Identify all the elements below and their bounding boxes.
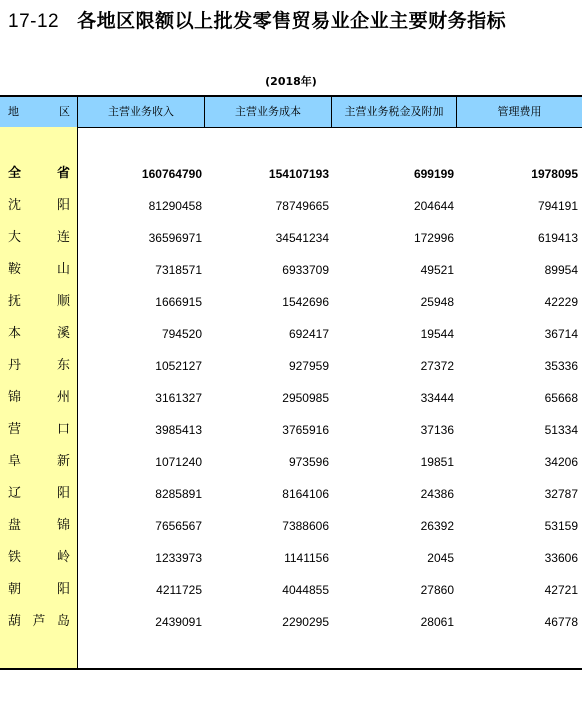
- header-divider: [456, 97, 457, 127]
- cell-revenue: 2439091: [155, 615, 202, 629]
- table-row: [0, 350, 582, 382]
- table-row: [0, 542, 582, 574]
- cell-cost: 973596: [288, 455, 329, 469]
- table-row: [0, 606, 582, 638]
- cell-mgmt: 619413: [537, 231, 578, 245]
- table-row: [0, 510, 582, 542]
- cell-cost: 78749665: [275, 199, 329, 213]
- cell-tax: 172996: [413, 231, 454, 245]
- header-cost: 主营业务成本: [235, 105, 301, 118]
- region-char: 锦: [8, 390, 22, 405]
- cell-tax: 19544: [420, 327, 454, 341]
- cell-revenue: 3985413: [155, 423, 202, 437]
- table-row: [0, 190, 582, 222]
- cell-tax: 24386: [420, 487, 454, 501]
- region-name: [8, 606, 70, 638]
- cell-cost: 927959: [288, 359, 329, 373]
- region-char: 阜: [8, 454, 22, 469]
- header-bottom-rule: [0, 127, 582, 128]
- cell-revenue: 1052127: [155, 359, 202, 373]
- cell-cost: 34541234: [275, 231, 329, 245]
- region-char: 沈: [8, 198, 22, 213]
- region-name: [8, 350, 70, 382]
- table-number: 17-12: [8, 11, 60, 32]
- cell-tax: 26392: [420, 519, 454, 533]
- table-row-total: [0, 158, 582, 190]
- cell-tax: 25948: [420, 295, 454, 309]
- cell-mgmt: 33606: [544, 551, 578, 565]
- region-char: 本: [8, 326, 22, 341]
- cell-tax: 204644: [413, 199, 454, 213]
- cell-revenue: 36596971: [148, 231, 202, 245]
- region-char: 连: [56, 230, 70, 245]
- table-row: [0, 318, 582, 350]
- cell-mgmt: 65668: [544, 391, 578, 405]
- region-char: 辽: [8, 486, 22, 501]
- cell-tax: 19851: [420, 455, 454, 469]
- cell-tax: 37136: [420, 423, 454, 437]
- region-char: 铁: [8, 550, 22, 565]
- region-char: 岛: [56, 614, 70, 629]
- region-char: 全: [8, 166, 22, 181]
- table-title: 各地区限额以上批发零售贸易业企业主要财务指标: [77, 10, 507, 32]
- cell-revenue: 8285891: [155, 487, 202, 501]
- cell-mgmt: 32787: [544, 487, 578, 501]
- cell-cost: 692417: [288, 327, 329, 341]
- table-row: [0, 414, 582, 446]
- cell-mgmt: 34206: [544, 455, 578, 469]
- cell-mgmt: 794191: [537, 199, 578, 213]
- cell-mgmt: 53159: [544, 519, 578, 533]
- cell-mgmt: 35336: [544, 359, 578, 373]
- region-char: 鞍: [8, 262, 22, 277]
- region-char: 阳: [56, 198, 70, 213]
- cell-revenue: 1666915: [155, 295, 202, 309]
- region-char: 锦: [56, 518, 70, 533]
- page-title: [8, 6, 506, 33]
- cell-cost: 4044855: [282, 583, 329, 597]
- region-char: 盘: [8, 518, 22, 533]
- table-row: [0, 574, 582, 606]
- cell-cost: 3765916: [282, 423, 329, 437]
- region-name: [8, 158, 70, 190]
- region-char: 溪: [56, 326, 70, 341]
- cell-tax: 2045: [427, 551, 454, 565]
- region-name: [8, 446, 70, 478]
- region-char: 新: [56, 454, 70, 469]
- cell-tax: 33444: [420, 391, 454, 405]
- cell-cost: 6933709: [282, 263, 329, 277]
- region-name: [8, 286, 70, 318]
- region-char: 东: [56, 358, 70, 373]
- region-char: 顺: [56, 294, 70, 309]
- region-char: 抚: [8, 294, 22, 309]
- region-name: [8, 510, 70, 542]
- cell-tax: 28061: [420, 615, 454, 629]
- header-region-char: 区: [59, 105, 70, 118]
- region-char: 营: [8, 422, 22, 437]
- region-char: 省: [56, 166, 70, 181]
- table-header: [0, 97, 582, 127]
- region-name: [8, 222, 70, 254]
- region-char: 阳: [56, 582, 70, 597]
- region-char: 朝: [8, 582, 22, 597]
- region-char: 芦: [32, 614, 46, 629]
- cell-revenue: 1233973: [155, 551, 202, 565]
- region-name: [8, 414, 70, 446]
- region-name: [8, 542, 70, 574]
- cell-revenue: 3161327: [155, 391, 202, 405]
- cell-tax: 49521: [420, 263, 454, 277]
- region-char: 大: [8, 230, 22, 245]
- region-name: [8, 574, 70, 606]
- cell-revenue: 7318571: [155, 263, 202, 277]
- region-char: 岭: [56, 550, 70, 565]
- cell-mgmt: 51334: [544, 423, 578, 437]
- header-region-char: 地: [8, 105, 19, 118]
- cell-revenue: 4211725: [156, 583, 202, 597]
- header-divider: [204, 97, 205, 127]
- cell-cost: 1542696: [282, 295, 329, 309]
- cell-mgmt: 42229: [544, 295, 578, 309]
- region-char: 丹: [8, 358, 22, 373]
- region-name: [8, 478, 70, 510]
- header-tax: 主营业务税金及附加: [344, 105, 444, 118]
- region-char: 阳: [56, 486, 70, 501]
- table-row: [0, 382, 582, 414]
- cell-mgmt: 46778: [544, 615, 578, 629]
- cell-tax: 27860: [420, 583, 454, 597]
- region-name: [8, 190, 70, 222]
- table-row: [0, 254, 582, 286]
- region-char: 口: [56, 422, 70, 437]
- region-name: [8, 254, 70, 286]
- region-name: [8, 382, 70, 414]
- cell-tax: 699199: [413, 167, 454, 181]
- cell-revenue: 81290458: [148, 199, 202, 213]
- table-row: [0, 286, 582, 318]
- cell-cost: 2290295: [282, 615, 329, 629]
- header-region: [8, 97, 70, 127]
- cell-mgmt: 1978095: [531, 167, 578, 181]
- region-char: 山: [56, 262, 70, 277]
- region-char: 州: [56, 390, 70, 405]
- table-bottom-rule: [0, 668, 582, 670]
- cell-mgmt: 36714: [544, 327, 578, 341]
- table-row: [0, 478, 582, 510]
- header-mgmt: 管理费用: [497, 105, 542, 118]
- cell-tax: 27372: [420, 359, 454, 373]
- year-label: (2018年): [265, 75, 317, 88]
- cell-revenue: 160764790: [141, 167, 202, 181]
- table-row: [0, 446, 582, 478]
- cell-cost: 2950985: [282, 391, 329, 405]
- table-row: [0, 222, 582, 254]
- header-revenue: 主营业务收入: [108, 105, 174, 118]
- cell-revenue: 7656567: [155, 519, 202, 533]
- cell-revenue: 1071240: [155, 455, 202, 469]
- cell-cost: 154107193: [268, 167, 329, 181]
- cell-cost: 1141156: [284, 551, 329, 565]
- cell-cost: 7388606: [282, 519, 329, 533]
- cell-mgmt: 89954: [544, 263, 578, 277]
- header-divider: [331, 97, 332, 127]
- cell-revenue: 794520: [161, 327, 202, 341]
- region-char: 葫: [8, 614, 22, 629]
- region-name: [8, 318, 70, 350]
- cell-cost: 8164106: [282, 487, 329, 501]
- cell-mgmt: 42721: [544, 583, 578, 597]
